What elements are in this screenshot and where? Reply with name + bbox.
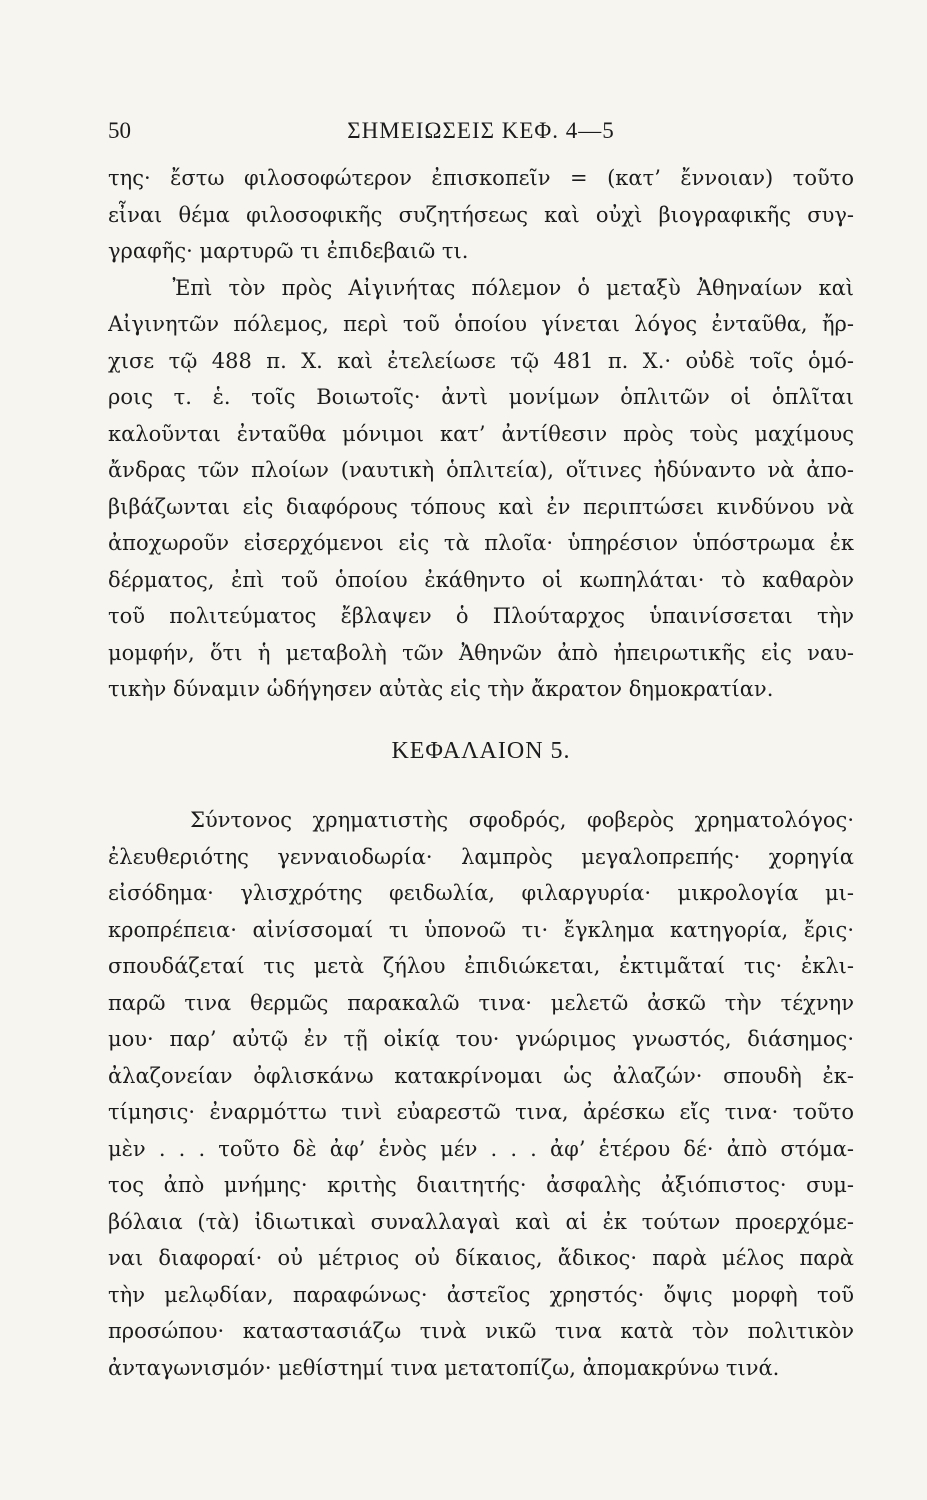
text-line: τοῦ πολιτεύματος ἔβλαψεν ὁ Πλούταρχος ὑπαινίσσεται τὴν: [108, 604, 854, 628]
text-line: ναι διαφοραί· οὐ μέτριος οὐ δίκαιος, ἄδικος· παρὰ μέλος παρὰ: [108, 1246, 854, 1270]
text-line: μὲν . . . τοῦτο δὲ ἀφ’ ἑνὸς μέν . . . ἀφ’ ἑτέρου δέ· ἀπὸ στόμα-: [108, 1136, 854, 1161]
text-line: ἄνδρας τῶν πλοίων (ναυτικὴ ὁπλιτεία), οἵτινες ἠδύναντο νὰ ἀπο-: [108, 458, 854, 482]
text-line: ροις τ. ἑ. τοῖς Βοιωτοῖς· ἀντὶ μονίμων ὁπλιτῶν οἱ ὁπλῖται: [108, 385, 854, 409]
text-line: παρῶ τινα θερμῶς παρακαλῶ τινα· μελετῶ ἀσκῶ τὴν τέχνην: [108, 990, 854, 1015]
text-line: ἀποχωροῦν εἰσερχόμενοι εἰς τὰ πλοῖα· ὑπηρέσιον ὑπόστρωμα ἐκ: [108, 531, 854, 555]
page-header: [108, 118, 854, 152]
text-line: ἀνταγωνισμόν· μεθίστημί τινα μετατοπίζω, ἀπομακρύνω τινά.: [108, 1355, 780, 1380]
text-line: τίμησις· ἐναρμόττω τινὶ εὐαρεστῶ τινα, ἀρέσκω εἴς τινα· τοῦτο: [108, 1100, 854, 1124]
text-line: της· ἔστω φιλοσοφώτερον ἐπισκοπεῖν = (κατ’ ἔννοιαν) τοῦτο: [108, 166, 854, 190]
text-line: Ἐπὶ τὸν πρὸς Αἰγινήτας πόλεμον ὁ μεταξὺ Ἀθηναίων καὶ: [108, 275, 854, 300]
glossary-section: [108, 802, 854, 1386]
text-line: κροπρέπεια· αἰνίσσομαί τι ὑπονοῶ τι· ἔγκλημα κατηγορία, ἔρις·: [108, 917, 854, 942]
text-line: τος ἀπὸ μνήμης· κριτὴς διαιτητής· ἀσφαλὴς ἀξιόπιστος· συμ-: [108, 1173, 854, 1197]
text-line: χισε τῷ 488 π. Χ. καὶ ἐτελείωσε τῷ 481 π. Χ.· οὐδὲ τοῖς ὁμό-: [108, 348, 854, 373]
chapter-heading: ΚΕΦΑΛΑΙΟΝ 5.: [391, 738, 571, 764]
text-line: γραφῆς· μαρτυρῶ τι ἐπιδεβαιῶ τι.: [108, 239, 469, 263]
text-line: βιβάζωνται εἰς διαφόρους τόπους καὶ ἐν περιπτώσει κινδύνου νὰ: [108, 494, 854, 519]
text-line: βόλαια (τὰ) ἰδιωτικαὶ συναλλαγαὶ καὶ αἱ ἐκ τούτων προερχόμε-: [108, 1209, 854, 1234]
text-line: μομφήν, ὅτι ἡ μεταβολὴ τῶν Ἀθηνῶν ἀπὸ ἠπειρωτικῆς εἰς ναυ-: [108, 640, 854, 665]
text-line: δέρματος, ἐπὶ τοῦ ὁποίου ἐκάθηντο οἱ κωπηλάται· τὸ καθαρὸν: [108, 567, 854, 592]
text-line: Αἰγινητῶν πόλεμος, περὶ τοῦ ὁποίου γίνεται λόγος ἐνταῦθα, ἤρ-: [108, 312, 854, 336]
text-line: Σύντονος χρηματιστὴς σφοδρός, φοβερὸς χρηματολόγος·: [108, 808, 854, 832]
text-line: εἰσόδημα· γλισχρότης φειδωλία, φιλαργυρία· μικρολογία μι-: [108, 881, 854, 905]
running-head: ΣΗΜΕΙΩΣΕΙΣ ΚΕΦ. 4—5: [347, 118, 615, 143]
text-line: καλοῦνται ἐνταῦθα μόνιμοι κατ’ ἀντίθεσιν πρὸς τοὺς μαχίμους: [108, 421, 854, 446]
text-line: προσώπου· καταστασιάζω τινὰ νικῶ τινα κατὰ τὸν πολιτικὸν: [108, 1319, 854, 1343]
text-line: εἶναι θέμα φιλοσοφικῆς συζητήσεως καὶ οὐχὶ βιογραφικῆς συγ-: [108, 202, 854, 227]
text-line: ἀλαζονείαν ὀφλισκάνω κατακρίνομαι ὡς ἀλαζών· σπουδὴ ἐκ-: [108, 1063, 854, 1088]
text-line: μου· παρ’ αὐτῷ ἐν τῇ οἰκίᾳ του· γνώριμος γνωστός, διάσημος·: [108, 1027, 854, 1051]
text-line: τικὴν δύναμιν ὡδήγησεν αὐτὰς εἰς τὴν ἄκρατον δημοκρατίαν.: [108, 677, 774, 701]
text-line: σπουδάζεταί τις μετὰ ζήλου ἐπιδιώκεται, ἐκτιμᾶταί τις· ἐκλι-: [108, 954, 854, 978]
text-line: τὴν μελῳδίαν, παραφώνως· ἀστεῖος χρηστός· ὄψις μορφὴ τοῦ: [108, 1282, 854, 1307]
page-number: 50: [108, 118, 131, 143]
notes-section: [108, 160, 854, 708]
text-line: ἐλευθεριότης γενναιοδωρία· λαμπρὸς μεγαλοπρεπής· χορηγία: [108, 844, 854, 869]
